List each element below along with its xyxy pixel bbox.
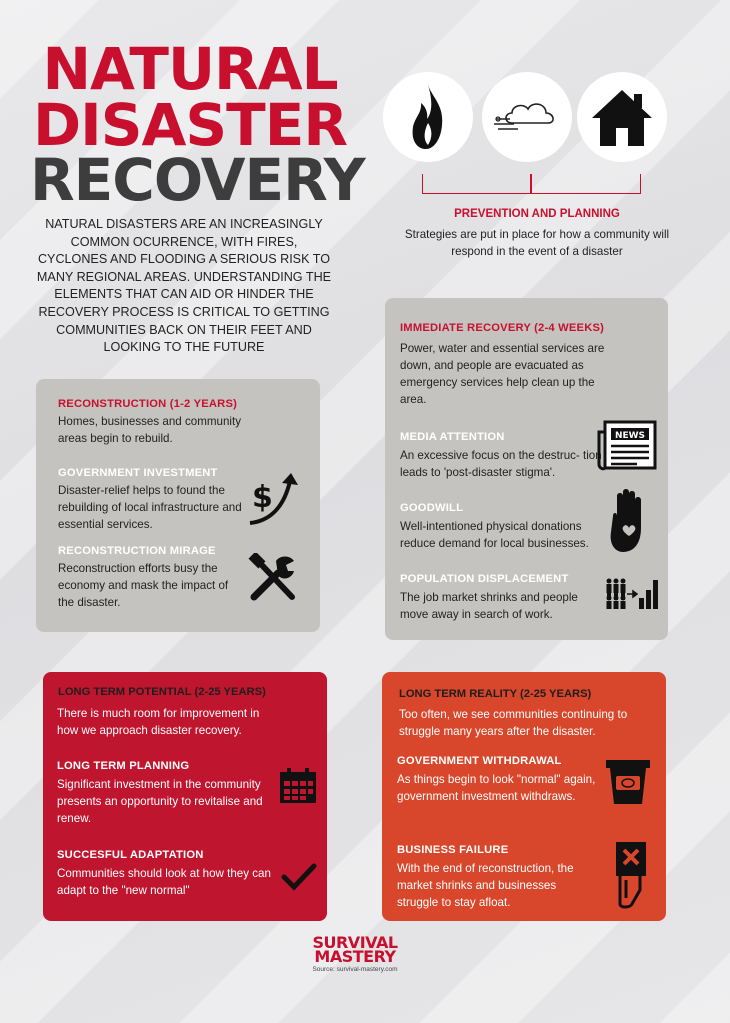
money-growth-icon <box>248 471 302 527</box>
svg-text:$: $ <box>252 480 273 515</box>
house-icon-circle <box>577 72 667 162</box>
checkmark-icon <box>281 862 317 892</box>
tools-icon <box>248 553 300 605</box>
reconstruction-mirage-text: Reconstruction efforts busy the economy and mask the impact of the disaster. <box>58 562 229 609</box>
media-attention-heading: MEDIA ATTENTION <box>400 431 505 443</box>
cloud-icon-circle <box>482 72 572 162</box>
immediate-recovery-heading: IMMEDIATE RECOVERY (2-4 WEEKS) <box>400 322 605 334</box>
succesful-adaptation-heading: SUCCESFUL ADAPTATION <box>57 849 204 861</box>
reconstruction-heading: RECONSTRUCTION (1-2 YEARS) <box>58 398 238 410</box>
logo-line-2: MASTERY <box>314 947 396 966</box>
title-line-2: DISASTER <box>32 90 347 159</box>
title-line-1: NATURAL <box>42 35 338 103</box>
people-chart-icon <box>605 578 659 610</box>
prevention-title: PREVENTION AND PLANNING <box>454 208 620 220</box>
goodwill-heading: GOODWILL <box>400 502 464 514</box>
bracket-connector <box>422 174 641 194</box>
house-icon <box>590 86 654 148</box>
page-title <box>30 35 365 215</box>
government-withdrawal-text: As things begin to look "normal" again, government investment withdraws. <box>397 773 596 803</box>
flame-icon <box>408 83 448 151</box>
long-term-planning-text: Significant investment in the community presents an opportunity to revitalise and renew. <box>57 778 263 825</box>
closed-sign-icon <box>610 842 650 910</box>
media-attention-text: An excessive focus on the destruc- tion leads to 'post-disaster stigma'. <box>400 449 602 479</box>
business-failure-text: With the end of reconstruction, the market shrinks and businesses struggle to stay afloat. <box>397 862 574 909</box>
survival-mastery-logo <box>300 933 410 973</box>
prevention-text: Strategies are put in place for how a community will respond in the event of a disaster <box>404 228 670 258</box>
long-term-potential-heading: LONG TERM POTENTIAL (2-25 YEARS) <box>58 686 266 698</box>
government-withdrawal-heading: GOVERNMENT WITHDRAWAL <box>397 755 562 767</box>
source-text: Source: survival-mastery.com <box>312 966 398 973</box>
calendar-icon <box>279 768 317 804</box>
reconstruction-text: Homes, businesses and community areas begin to rebuild. <box>58 415 242 445</box>
reconstruction-panel <box>36 379 320 632</box>
business-failure-heading: BUSINESS FAILURE <box>397 844 509 856</box>
reconstruction-mirage-heading: RECONSTRUCTION MIRAGE <box>58 545 216 557</box>
cyclone-cloud-icon <box>492 97 562 137</box>
newspaper-icon <box>597 420 659 472</box>
flame-icon-circle <box>383 72 473 162</box>
long-term-planning-heading: LONG TERM PLANNING <box>57 760 190 772</box>
government-investment-text: Disaster-relief helps to found the rebuilding of local infrastructure and essential services. <box>58 484 242 531</box>
long-term-potential-panel <box>43 672 327 921</box>
long-term-potential-text: There is much room for improvement in how we approach disaster recovery. <box>57 707 260 737</box>
government-investment-heading: GOVERNMENT INVESTMENT <box>58 467 218 479</box>
goodwill-text: Well-intentioned physical donations reduce demand for local businesses. <box>400 520 589 550</box>
logo-line-1: SURVIVAL <box>312 933 398 952</box>
long-term-reality-heading: LONG TERM REALITY (2-25 YEARS) <box>399 688 592 700</box>
population-displacement-text: The job market shrinks and people move away in search of work. <box>400 591 578 621</box>
hand-heart-icon <box>607 488 651 554</box>
succesful-adaptation-text: Communities should look at how they can adapt to the "new normal" <box>57 867 271 897</box>
money-cup-icon <box>604 758 652 806</box>
intro-text: NATURAL DISASTERS ARE AN INCREASINGLY COMMON OCURRENCE, WITH FIRES, CYCLONES AND FLOODING A SERIOUS RISK TO MANY REGIONAL AREAS. UNDERSTANDING THE ELEMENTS THAT CAN AID OR HINDER THE RECOVERY PROCESS IS CRITICAL TO GETTING COMMUNITIES BACK ON THEIR FEET AND LOOKING TO THE FUTURE <box>36 217 332 355</box>
population-displacement-heading: POPULATION DISPLACEMENT <box>400 573 569 585</box>
bracket-connector-mid <box>530 174 532 194</box>
newspaper-label: NEWS <box>614 431 646 441</box>
title-line-3: RECOVERY <box>30 146 365 215</box>
long-term-reality-text: Too often, we see communities continuing to struggle many years after the disaster. <box>399 708 628 738</box>
immediate-recovery-panel <box>385 298 668 640</box>
long-term-reality-panel <box>382 672 666 921</box>
immediate-recovery-text: Power, water and essential services are down, and people are evacuated as emergency services help clean up the area. <box>400 342 605 406</box>
